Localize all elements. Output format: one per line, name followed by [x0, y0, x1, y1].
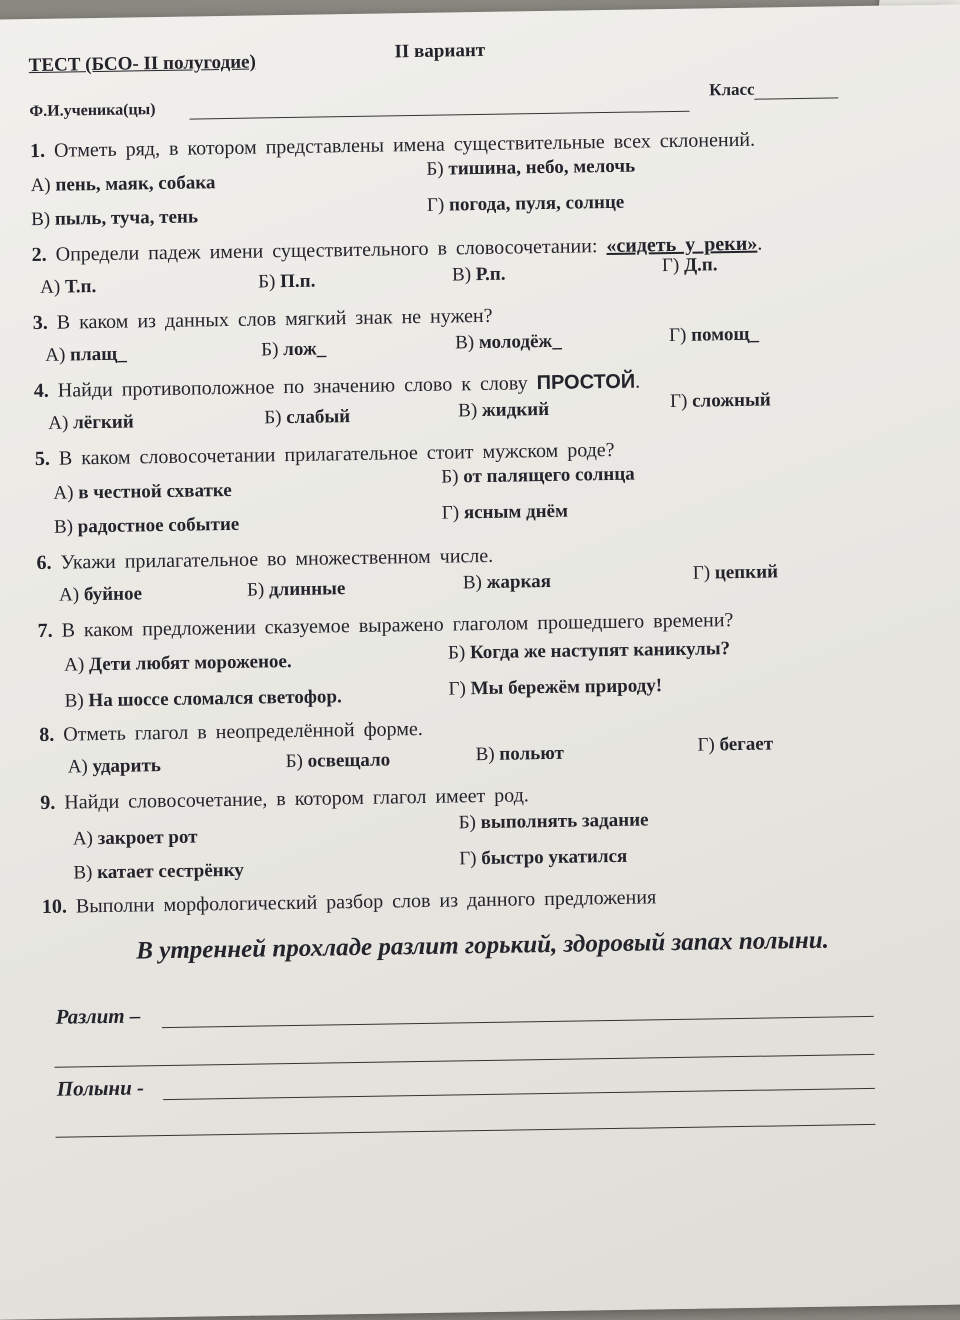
option-a[interactable]: А) в честной схватке: [53, 479, 232, 504]
student-label: Ф.И.ученика(цы): [29, 101, 156, 121]
option-v[interactable]: В) катает сестрёнку: [73, 859, 245, 884]
question-text: 5. В каком словосочетании прилагательное стоит мужском роде?: [34, 438, 615, 471]
option-a[interactable]: А) ударить: [67, 755, 162, 778]
question-3: [33, 295, 914, 373]
answer-line[interactable]: [54, 1054, 874, 1068]
option-g[interactable]: Г) цепкий: [692, 561, 779, 584]
answer-line[interactable]: [56, 1124, 876, 1138]
question-text: 10. Выполни морфологический разбор слов из данного предложения: [41, 886, 657, 918]
question-4: [34, 363, 915, 441]
student-name-line[interactable]: [190, 111, 690, 120]
question-text: 3. В каком из данных слов мягкий знак не нужен?: [32, 304, 493, 335]
question-8: [39, 707, 920, 785]
options: [41, 803, 922, 889]
question-text: 9. Найди словосочетание, в котором глагол имеет род.: [40, 784, 529, 814]
option-b[interactable]: Б) длинные: [246, 578, 346, 601]
answer-label-razlit: Разлит –: [55, 1003, 141, 1029]
option-a[interactable]: А) буйное: [58, 583, 143, 606]
header: [28, 33, 908, 100]
option-v[interactable]: В) жидкий: [458, 398, 550, 422]
option-v[interactable]: В) жаркая: [462, 570, 552, 594]
answer-line[interactable]: [162, 1016, 874, 1028]
question-5: [35, 431, 916, 545]
option-g[interactable]: Г) погода, пуля, солнце: [426, 191, 625, 216]
option-v[interactable]: В) Р.п.: [451, 263, 506, 286]
option-b[interactable]: Б) тишина, небо, мелочь: [426, 155, 636, 180]
option-b[interactable]: Б) слабый: [264, 406, 351, 429]
question-1: [30, 123, 911, 237]
options: [38, 631, 919, 717]
option-g[interactable]: Г) быстро укатился: [459, 845, 628, 870]
analysis-sentence: В утренней прохладе разлит горький, здоровый запах полыни.: [136, 926, 830, 965]
option-a[interactable]: А) Т.п.: [40, 276, 97, 298]
test-content: [28, 33, 925, 1141]
option-g[interactable]: Г) бегает: [697, 733, 774, 756]
question-text: 6. Укажи прилагательное во множественном числе.: [36, 544, 494, 575]
question-text: 7. В каком предложении сказуемое выражено глаголом прошедшего времени?: [37, 609, 734, 643]
answer-line[interactable]: [163, 1088, 875, 1100]
option-a[interactable]: А) пень, маяк, собака: [30, 172, 216, 197]
question-9: [40, 775, 921, 889]
option-a[interactable]: А) лёгкий: [48, 411, 134, 434]
option-b[interactable]: Б) освещало: [285, 749, 391, 773]
question-text: 2. Определи падеж имени существительного в словосочетании: «сидеть у реки».: [31, 232, 763, 267]
test-sheet: [0, 4, 960, 1319]
option-b[interactable]: Б) лож_: [261, 338, 327, 361]
option-g[interactable]: Г) Мы бережём природу!: [448, 675, 663, 700]
option-g[interactable]: Г) ясным днём: [441, 500, 569, 524]
option-g[interactable]: Г) сложный: [669, 389, 771, 413]
answer-area: [43, 977, 925, 1141]
options: [35, 459, 916, 545]
option-v[interactable]: В) На шоссе сломался светофор.: [64, 686, 342, 712]
question-text: 1. Отметь ряд, в котором представлены имена существительные всех склонений.: [29, 128, 756, 163]
answer-label-polyni: Полыни -: [56, 1075, 145, 1101]
option-v[interactable]: В) пыль, туча, тень: [30, 206, 199, 231]
option-g[interactable]: Г) помощ_: [668, 323, 760, 347]
test-title: ТЕСТ (БСО- II полугодие): [28, 51, 257, 77]
question-text: 4. Найди противоположное по значению слово к слову ПРОСТОЙ.: [33, 370, 641, 403]
variant-label: II вариант: [394, 39, 486, 63]
question-6: [36, 535, 917, 613]
emphasized-phrase: «сидеть у реки»: [606, 232, 758, 258]
option-v[interactable]: В) польют: [475, 742, 565, 766]
option-a[interactable]: А) плащ_: [45, 343, 127, 366]
class-label: Класс: [709, 79, 755, 100]
option-b[interactable]: Б) выполнять задание: [458, 809, 649, 834]
option-a[interactable]: А) Дети любят мороженое.: [63, 651, 292, 676]
question-text: 8. Отметь глагол в неопределённой форме.: [39, 717, 423, 746]
option-b[interactable]: Б) П.п.: [257, 270, 316, 293]
option-b[interactable]: Б) Когда же наступят каникулы?: [447, 638, 731, 664]
question-2: [31, 227, 912, 305]
option-b[interactable]: Б) от палящего солнца: [441, 463, 635, 488]
options: [30, 151, 911, 237]
emphasized-word: ПРОСТОЙ: [536, 370, 636, 395]
question-7: [37, 603, 918, 717]
option-a[interactable]: А) закроет рот: [72, 826, 198, 850]
option-v[interactable]: В) радостное событие: [53, 513, 240, 538]
option-g[interactable]: Г) Д.п.: [661, 254, 718, 277]
option-v[interactable]: В) молодёж_: [454, 330, 562, 354]
